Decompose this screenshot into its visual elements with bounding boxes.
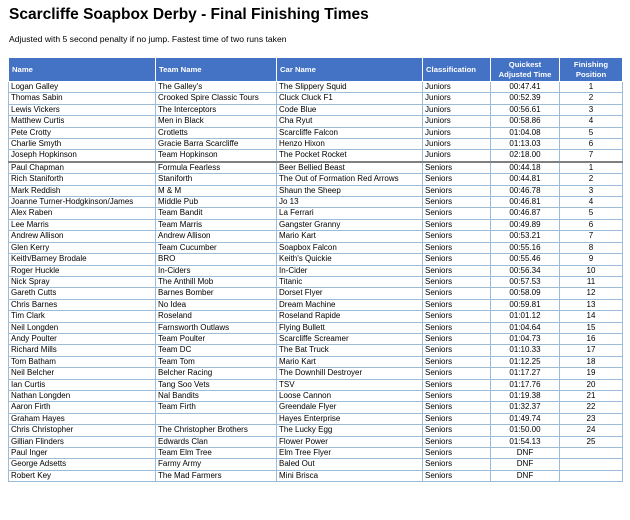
position-cell: 2 [560,93,623,104]
time-cell: DNF [491,470,560,481]
position-cell: 4 [560,116,623,127]
name-cell: Keith/Barney Brodale [9,254,156,265]
table-row [9,448,623,459]
team-name-cell: In-Ciders [156,265,277,276]
page-subtitle: Adjusted with 5 second penalty if no jump. Fastest time of two runs taken [9,34,287,44]
table-row [9,139,623,150]
classification-cell: Seniors [423,379,491,390]
team-name-cell: The Galley's [156,82,277,93]
position-cell: 8 [560,242,623,253]
team-name-cell: Roseland [156,311,277,322]
table-row [9,208,623,219]
classification-cell: Seniors [423,322,491,333]
name-cell: Rich Staniforth [9,174,156,185]
table-row [9,254,623,265]
car-name-cell: Henzo Hixon [277,139,423,150]
car-name-cell: Mario Kart [277,356,423,367]
team-name-cell: Edwards Clan [156,436,277,447]
team-name-cell: Andrew Allison [156,231,277,242]
time-cell: DNF [491,448,560,459]
time-cell: 01:50.00 [491,425,560,436]
name-cell: Gareth Cutts [9,288,156,299]
name-cell: Joseph Hopkinson [9,150,156,162]
position-cell: 24 [560,425,623,436]
time-cell: 00:52.39 [491,93,560,104]
table-row [9,162,623,174]
position-cell: 7 [560,150,623,162]
table-row [9,82,623,93]
name-cell: Richard Mills [9,345,156,356]
results-table [8,57,623,482]
table-row [9,459,623,470]
team-name-cell: Team Poulter [156,333,277,344]
car-name-cell: Beer Bellied Beast [277,162,423,174]
time-cell: 00:44.81 [491,174,560,185]
table-row [9,265,623,276]
classification-cell: Seniors [423,276,491,287]
car-name-cell: TSV [277,379,423,390]
time-cell: 01:04.73 [491,333,560,344]
classification-cell: Seniors [423,299,491,310]
table-row [9,425,623,436]
classification-cell: Seniors [423,448,491,459]
name-cell: Neil Longden [9,322,156,333]
name-cell: Gillian Flinders [9,436,156,447]
team-name-cell: Farmy Army [156,459,277,470]
time-cell: 00:55.16 [491,242,560,253]
team-name-cell: Team Cucumber [156,242,277,253]
car-name-cell: Elm Tree Flyer [277,448,423,459]
position-cell: 10 [560,265,623,276]
header-classification: Classification [423,58,491,82]
team-name-cell: The Anthill Mob [156,276,277,287]
car-name-cell: Code Blue [277,104,423,115]
time-cell: 01:04.64 [491,322,560,333]
header-finishing-position: Finishing Position [560,58,623,82]
classification-cell: Seniors [423,368,491,379]
time-cell: 01:12.25 [491,356,560,367]
team-name-cell: No Idea [156,299,277,310]
position-cell: 6 [560,139,623,150]
car-name-cell: Scarcliffe Screamer [277,333,423,344]
table-row [9,333,623,344]
name-cell: Paul Inger [9,448,156,459]
name-cell: Neil Belcher [9,368,156,379]
car-name-cell: Greendale Flyer [277,402,423,413]
table-row [9,127,623,138]
position-cell: 2 [560,174,623,185]
position-cell: 22 [560,402,623,413]
team-name-cell: Staniforth [156,174,277,185]
car-name-cell: The Pocket Rocket [277,150,423,162]
classification-cell: Juniors [423,93,491,104]
team-name-cell: Farnsworth Outlaws [156,322,277,333]
table-row [9,470,623,481]
name-cell: Nathan Longden [9,390,156,401]
name-cell: Tom Batham [9,356,156,367]
position-cell: 7 [560,231,623,242]
time-cell: 00:56.61 [491,104,560,115]
table-row [9,390,623,401]
classification-cell: Juniors [423,82,491,93]
time-cell: 02:18.00 [491,150,560,162]
car-name-cell: The Out of Formation Red Arrows [277,174,423,185]
car-name-cell: Cluck Cluck F1 [277,93,423,104]
classification-cell: Juniors [423,139,491,150]
table-row [9,368,623,379]
classification-cell: Seniors [423,208,491,219]
position-cell: 5 [560,208,623,219]
position-cell: 13 [560,299,623,310]
name-cell: Lee Marris [9,219,156,230]
position-cell: 11 [560,276,623,287]
header-row [9,58,623,82]
header-quickest-adjusted-time: Quickest Adjusted Time [491,58,560,82]
car-name-cell: Scarcliffe Falcon [277,127,423,138]
car-name-cell: Keith's Quickie [277,254,423,265]
car-name-cell: Soapbox Falcon [277,242,423,253]
name-cell: Graham Hayes [9,413,156,424]
time-cell: 00:56.34 [491,265,560,276]
team-name-cell: Team Tom [156,356,277,367]
position-cell: 3 [560,185,623,196]
team-name-cell: Tang Soo Vets [156,379,277,390]
position-cell: 20 [560,379,623,390]
name-cell: Nick Spray [9,276,156,287]
name-cell: Matthew Curtis [9,116,156,127]
car-name-cell: The Downhill Destroyer [277,368,423,379]
car-name-cell: Loose Cannon [277,390,423,401]
time-cell: 00:46.78 [491,185,560,196]
team-name-cell: Men in Black [156,116,277,127]
classification-cell: Seniors [423,197,491,208]
position-cell: 1 [560,82,623,93]
classification-cell: Seniors [423,413,491,424]
car-name-cell: The Bat Truck [277,345,423,356]
team-name-cell: Team Hopkinson [156,150,277,162]
table-row [9,322,623,333]
team-name-cell: Team Elm Tree [156,448,277,459]
position-cell: 5 [560,127,623,138]
position-cell: 17 [560,345,623,356]
table-row [9,104,623,115]
table-row [9,150,623,162]
results-body [9,82,623,482]
header-team-name: Team Name [156,58,277,82]
team-name-cell: Team DC [156,345,277,356]
car-name-cell: Cha Ryut [277,116,423,127]
time-cell: 01:01.12 [491,311,560,322]
position-cell: 15 [560,322,623,333]
name-cell: Ian Curtis [9,379,156,390]
name-cell: Lewis Vickers [9,104,156,115]
name-cell: Mark Reddish [9,185,156,196]
position-cell: 14 [560,311,623,322]
classification-cell: Seniors [423,231,491,242]
name-cell: Andy Poulter [9,333,156,344]
team-name-cell: Team Firth [156,402,277,413]
car-name-cell: Mini Brisca [277,470,423,481]
team-name-cell: The Christopher Brothers [156,425,277,436]
time-cell: 01:17.76 [491,379,560,390]
time-cell: 00:46.87 [491,208,560,219]
car-name-cell: Flying Bullett [277,322,423,333]
header-car-name: Car Name [277,58,423,82]
table-row [9,197,623,208]
table-row [9,311,623,322]
time-cell: 00:58.09 [491,288,560,299]
team-name-cell: Crooked Spire Classic Tours [156,93,277,104]
table-row [9,436,623,447]
time-cell: 01:13.03 [491,139,560,150]
team-name-cell: M & M [156,185,277,196]
table-row [9,93,623,104]
team-name-cell: Team Marris [156,219,277,230]
name-cell: Aaron Firth [9,402,156,413]
classification-cell: Seniors [423,356,491,367]
team-name-cell: Nal Bandits [156,390,277,401]
header-name: Name [9,58,156,82]
name-cell: Chris Barnes [9,299,156,310]
table-row [9,185,623,196]
team-name-cell: Gracie Barra Scarcliffe [156,139,277,150]
position-cell: 23 [560,413,623,424]
position-cell [560,470,623,481]
car-name-cell: The Slippery Squid [277,82,423,93]
classification-cell: Seniors [423,162,491,174]
name-cell: Chris Christopher [9,425,156,436]
classification-cell: Seniors [423,254,491,265]
name-cell: Roger Huckle [9,265,156,276]
position-cell: 16 [560,333,623,344]
classification-cell: Seniors [423,470,491,481]
table-row [9,356,623,367]
car-name-cell: Titanic [277,276,423,287]
name-cell: Thomas Sabin [9,93,156,104]
classification-cell: Seniors [423,311,491,322]
time-cell: 00:58.86 [491,116,560,127]
car-name-cell: Jo 13 [277,197,423,208]
page-title: Scarcliffe Soapbox Derby - Final Finishing Times [9,6,369,23]
classification-cell: Seniors [423,436,491,447]
name-cell: Logan Galley [9,82,156,93]
time-cell: 00:46.81 [491,197,560,208]
name-cell: Alex Raben [9,208,156,219]
car-name-cell: Hayes Enterprise [277,413,423,424]
classification-cell: Seniors [423,242,491,253]
position-cell: 18 [560,356,623,367]
table-row [9,276,623,287]
team-name-cell: Team Bandit [156,208,277,219]
classification-cell: Seniors [423,333,491,344]
car-name-cell: Baled Out [277,459,423,470]
classification-cell: Seniors [423,219,491,230]
car-name-cell: The Lucky Egg [277,425,423,436]
table-row [9,219,623,230]
time-cell: 01:54.13 [491,436,560,447]
car-name-cell: Dream Machine [277,299,423,310]
time-cell: 00:55.46 [491,254,560,265]
position-cell: 25 [560,436,623,447]
name-cell: Paul Chapman [9,162,156,174]
table-row [9,231,623,242]
position-cell: 3 [560,104,623,115]
time-cell: 01:17.27 [491,368,560,379]
table-row [9,413,623,424]
car-name-cell: Shaun the Sheep [277,185,423,196]
position-cell: 12 [560,288,623,299]
position-cell: 4 [560,197,623,208]
time-cell: 01:10.33 [491,345,560,356]
table-row [9,116,623,127]
car-name-cell: La Ferrari [277,208,423,219]
name-cell: Charlie Smyth [9,139,156,150]
classification-cell: Seniors [423,265,491,276]
team-name-cell: Middle Pub [156,197,277,208]
name-cell: Joanne Turner-Hodgkinson/James [9,197,156,208]
team-name-cell: The Mad Farmers [156,470,277,481]
table-row [9,299,623,310]
classification-cell: Seniors [423,402,491,413]
team-name-cell: Belcher Racing [156,368,277,379]
position-cell: 6 [560,219,623,230]
classification-cell: Juniors [423,104,491,115]
name-cell: George Adsetts [9,459,156,470]
name-cell: Tim Clark [9,311,156,322]
position-cell [560,448,623,459]
car-name-cell: Dorset Flyer [277,288,423,299]
time-cell: 00:57.53 [491,276,560,287]
time-cell: DNF [491,459,560,470]
table-row [9,379,623,390]
position-cell: 19 [560,368,623,379]
time-cell: 01:04.08 [491,127,560,138]
position-cell [560,459,623,470]
table-row [9,402,623,413]
classification-cell: Seniors [423,174,491,185]
time-cell: 00:47.41 [491,82,560,93]
classification-cell: Seniors [423,345,491,356]
time-cell: 01:49.74 [491,413,560,424]
time-cell: 01:32.37 [491,402,560,413]
car-name-cell: Roseland Rapide [277,311,423,322]
car-name-cell: In-Cider [277,265,423,276]
time-cell: 00:59.81 [491,299,560,310]
time-cell: 00:49.89 [491,219,560,230]
car-name-cell: Mario Kart [277,231,423,242]
classification-cell: Juniors [423,150,491,162]
classification-cell: Seniors [423,390,491,401]
name-cell: Glen Kerry [9,242,156,253]
table-row [9,242,623,253]
position-cell: 21 [560,390,623,401]
team-name-cell: The Interceptors [156,104,277,115]
classification-cell: Seniors [423,288,491,299]
team-name-cell: BRO [156,254,277,265]
table-row [9,174,623,185]
classification-cell: Seniors [423,425,491,436]
name-cell: Andrew Allison [9,231,156,242]
position-cell: 1 [560,162,623,174]
classification-cell: Seniors [423,185,491,196]
car-name-cell: Flower Power [277,436,423,447]
classification-cell: Juniors [423,127,491,138]
time-cell: 00:53.21 [491,231,560,242]
time-cell: 00:44.18 [491,162,560,174]
team-name-cell: Formula Fearless [156,162,277,174]
car-name-cell: Gangster Granny [277,219,423,230]
time-cell: 01:19.38 [491,390,560,401]
team-name-cell: Crotletts [156,127,277,138]
team-name-cell: Barnes Bomber [156,288,277,299]
name-cell: Robert Key [9,470,156,481]
classification-cell: Juniors [423,116,491,127]
name-cell: Pete Crotty [9,127,156,138]
table-row [9,288,623,299]
classification-cell: Seniors [423,459,491,470]
table-row [9,345,623,356]
position-cell: 9 [560,254,623,265]
team-name-cell [156,413,277,424]
